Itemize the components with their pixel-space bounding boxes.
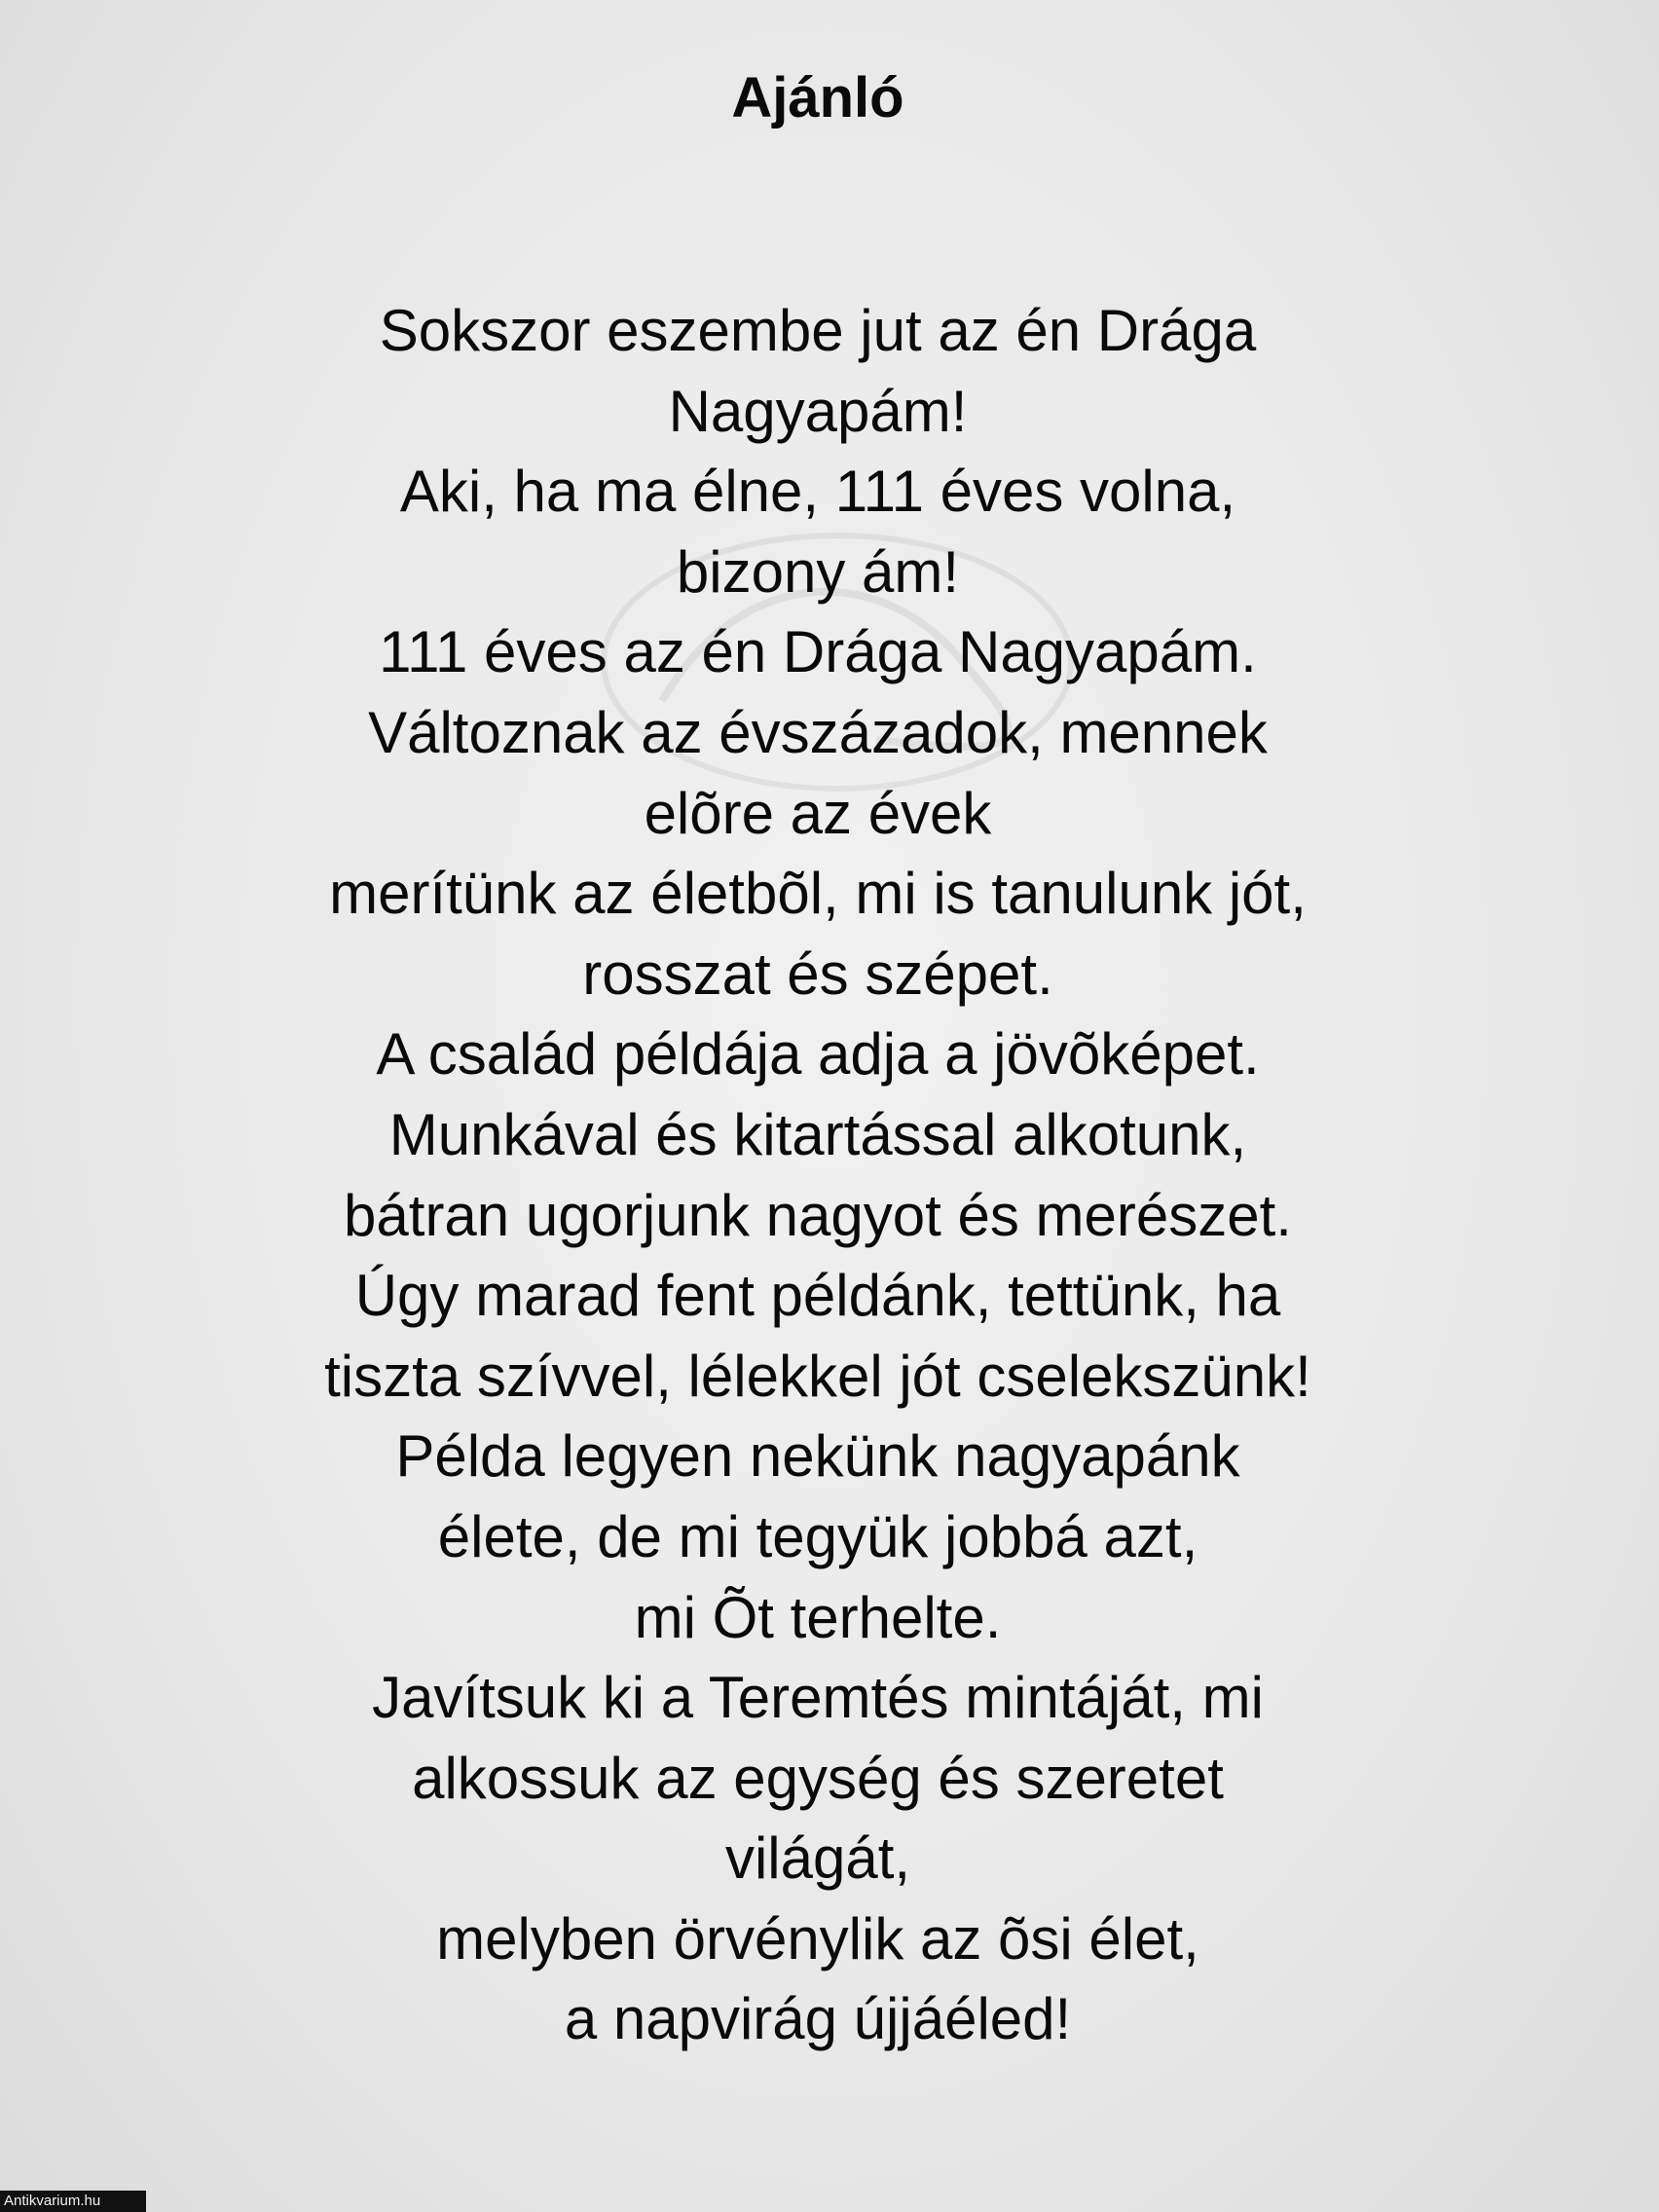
poem-line: világát, (724, 1825, 911, 1892)
poem-line: A család példája adja a jövõképet. (376, 1021, 1260, 1088)
site-watermark: Antikvarium.hu (0, 2191, 146, 2212)
poem-line: melyben örvénylik az õsi élet, (436, 1905, 1199, 1972)
poem-body (0, 291, 1636, 2060)
poem-line: élete, de mi tegyük jobbá azt, (437, 1503, 1198, 1569)
poem-line: 111 éves az én Drága Nagyapám. (379, 619, 1257, 685)
poem-line: a napvirág újjáéled! (564, 1986, 1072, 2052)
poem-line: Változnak az évszázadok, mennek (368, 699, 1268, 765)
poem-line: Úgy marad fent példánk, tettünk, ha (354, 1263, 1281, 1329)
poem-line: elõre az évek (644, 780, 992, 846)
poem-line: rosszat és szépet. (582, 940, 1053, 1007)
poem-line: alkossuk az egység és szeretet (412, 1745, 1224, 1811)
poem-line: tiszta szívvel, lélekkel jót cselekszünk! (324, 1343, 1311, 1409)
poem-line: Munkával és kitartással alkotunk, (388, 1101, 1247, 1167)
poem-line: Sokszor eszembe jut az én Drága (379, 298, 1257, 363)
poem-line: Aki, ha ma élne, 111 éves volna, (399, 459, 1236, 525)
poem-line: Nagyapám! (668, 378, 968, 444)
page-title: Ajánló (731, 66, 904, 129)
poem-line: bizony ám! (676, 538, 960, 605)
poem-line: Példa legyen nekünk nagyapánk (395, 1423, 1240, 1490)
poem-line: bátran ugorjunk nagyot és merészet. (344, 1182, 1292, 1248)
poem-line: merítünk az életbõl, mi is tanulunk jót, (329, 861, 1307, 927)
poem-line: Javítsuk ki a Teremtés mintáját, mi (372, 1665, 1264, 1731)
poem-line: mi Õt terhelte. (634, 1584, 1002, 1650)
